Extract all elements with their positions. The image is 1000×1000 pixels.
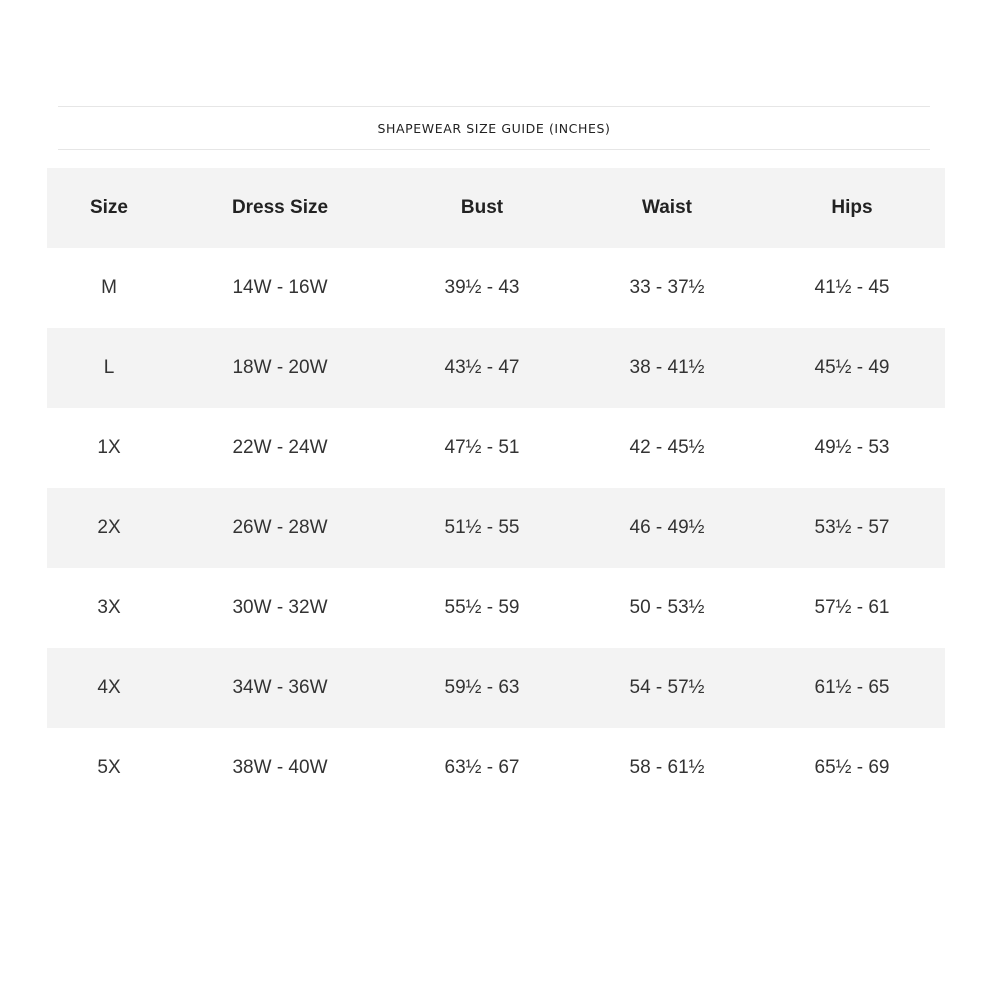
header-size: Size [89, 197, 129, 218]
cell-bust: 39½ - 43 [444, 277, 520, 298]
table-row [47, 568, 945, 648]
table-row [47, 728, 945, 808]
cell-waist: 46 - 49½ [629, 517, 705, 538]
cell-bust: 47½ - 51 [444, 437, 520, 458]
page-title: SHAPEWEAR SIZE GUIDE (INCHES) [377, 120, 611, 136]
cell-dress-size: 14W - 16W [232, 277, 328, 298]
header-bust: Bust [460, 197, 504, 218]
cell-bust: 59½ - 63 [444, 677, 520, 698]
cell-dress-size: 18W - 20W [232, 357, 328, 378]
cell-hips: 53½ - 57 [814, 517, 890, 538]
table-row [47, 648, 945, 728]
cell-waist: 42 - 45½ [629, 437, 705, 458]
cell-size: 3X [97, 597, 121, 618]
cell-dress-size: 38W - 40W [232, 757, 328, 778]
cell-size: M [101, 277, 117, 298]
table-row [47, 488, 945, 568]
cell-hips: 57½ - 61 [814, 597, 890, 618]
cell-size: 1X [97, 437, 121, 458]
cell-hips: 65½ - 69 [814, 757, 890, 778]
cell-dress-size: 34W - 36W [232, 677, 328, 698]
cell-bust: 55½ - 59 [444, 597, 520, 618]
size-guide-title-band [58, 106, 930, 150]
table-header-row [47, 168, 945, 248]
size-guide-table [47, 168, 945, 808]
cell-hips: 61½ - 65 [814, 677, 890, 698]
cell-waist: 58 - 61½ [629, 757, 705, 778]
cell-size: 4X [97, 677, 121, 698]
cell-hips: 41½ - 45 [814, 277, 890, 298]
cell-size: 5X [97, 757, 121, 778]
cell-dress-size: 22W - 24W [232, 437, 328, 458]
cell-bust: 63½ - 67 [444, 757, 520, 778]
cell-size: L [103, 357, 115, 378]
header-dress-size: Dress Size [231, 197, 329, 218]
header-hips: Hips [831, 197, 873, 218]
cell-waist: 54 - 57½ [629, 677, 705, 698]
cell-dress-size: 26W - 28W [232, 517, 328, 538]
table-row [47, 328, 945, 408]
cell-size: 2X [97, 517, 121, 538]
cell-hips: 45½ - 49 [814, 357, 890, 378]
cell-dress-size: 30W - 32W [232, 597, 328, 618]
cell-hips: 49½ - 53 [814, 437, 890, 458]
cell-waist: 38 - 41½ [629, 357, 705, 378]
header-waist: Waist [642, 197, 692, 218]
table-row [47, 408, 945, 488]
cell-waist: 50 - 53½ [629, 597, 705, 618]
cell-waist: 33 - 37½ [629, 277, 705, 298]
table-row [47, 248, 945, 328]
cell-bust: 51½ - 55 [444, 517, 520, 538]
cell-bust: 43½ - 47 [444, 357, 520, 378]
